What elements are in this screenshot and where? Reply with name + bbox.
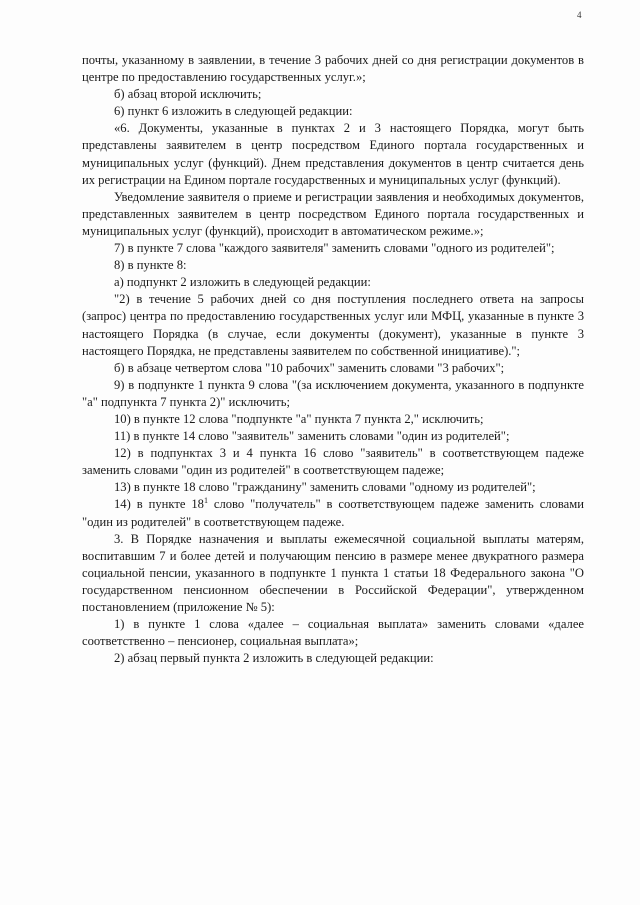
paragraph: 9) в подпункте 1 пункта 9 слова "(за исключением документа, указанного в подпункте "а" подпункта 7 пункта 2)" исключить;: [82, 377, 584, 409]
paragraph: б) в абзаце четвертом слова "10 рабочих" заменить словами "3 рабочих";: [114, 360, 505, 375]
paragraph: 3. В Порядке назначения и выплаты ежемесячной социальной выплаты матерям, воспитавшим 7 и более детей и получающим пенсию в размере менее двукратного размера социальной пенсии, указанного в подпункте 1 пункта 1 статьи 18 Федерального закона "О государственном пенсионном обеспечении в Российской Федерации", утвержденном постановлением (приложение № 5):: [82, 531, 584, 614]
paragraph: "2) в течение 5 рабочих дней со дня поступления последнего ответа на запросы (запрос) центра по предоставлению государственных услуг или МФЦ, указанные в пункте 3 настоящего Порядка (в случае, если документы (документ), указанные в пункте 3 настоящего Порядка, не представлены заявителем по собственной инициативе).";: [82, 292, 584, 358]
paragraph: [82, 496, 584, 530]
paragraph: 1) в пункте 1 слова «далее – социальная выплата» заменить словами «далее соответственно – пенсионер, социальная выплата»;: [82, 617, 584, 649]
paragraph: 10) в пункте 12 слова "подпункте "а" пункта 7 пункта 2," исключить;: [114, 411, 484, 426]
page-number: 4: [577, 10, 582, 20]
paragraph: 13) в пункте 18 слово "гражданину" заменить словами "одному из родителей";: [114, 480, 536, 495]
paragraph: 8) в пункте 8:: [114, 258, 187, 273]
document-body: [82, 52, 584, 667]
paragraph: 7) в пункте 7 слова "каждого заявителя" заменить словами "одного из родителей";: [114, 241, 555, 256]
paragraph-text: 14) в пункте 18: [114, 497, 204, 512]
paragraph: 12) в подпунктах 3 и 4 пункта 16 слово "заявитель" в соответствующем падеже заменить словами "один из родителей" в соответствующем падеже;: [82, 446, 584, 478]
paragraph: а) подпункт 2 изложить в следующей редакции:: [114, 275, 371, 290]
superscript: 1: [203, 496, 208, 506]
paragraph: 2) абзац первый пункта 2 изложить в следующей редакции:: [114, 651, 434, 666]
paragraph: Уведомление заявителя о приеме и регистрации заявления и необходимых документов, представленных заявителем в центр посредством Единого портала государственных и муниципальных услуг (функций), происходит в автоматическом режиме.»;: [82, 189, 584, 238]
paragraph: «6. Документы, указанные в пунктах 2 и 3 настоящего Порядка, могут быть представлены заявителем в центр посредством Единого портала государственных и муниципальных услуг (функций). Днем представления документов в центр считается день их регистрации на Едином портале государственных и муниципальных услуг (функций).: [82, 121, 584, 187]
paragraph: 6) пункт 6 изложить в следующей редакции:: [114, 104, 353, 119]
paragraph: б) абзац второй исключить;: [114, 87, 262, 102]
paragraph: почты, указанному в заявлении, в течение 3 рабочих дней со дня регистрации документов в центре по предоставлению государственных услуг.»;: [82, 53, 584, 85]
paragraph: 11) в пункте 14 слово "заявитель" заменить словами "один из родителей";: [114, 429, 510, 444]
paragraph-text: слово "получатель" в соответствующем падеже заменить словами "один из родителей" в соответствующем падеже.: [82, 497, 584, 529]
